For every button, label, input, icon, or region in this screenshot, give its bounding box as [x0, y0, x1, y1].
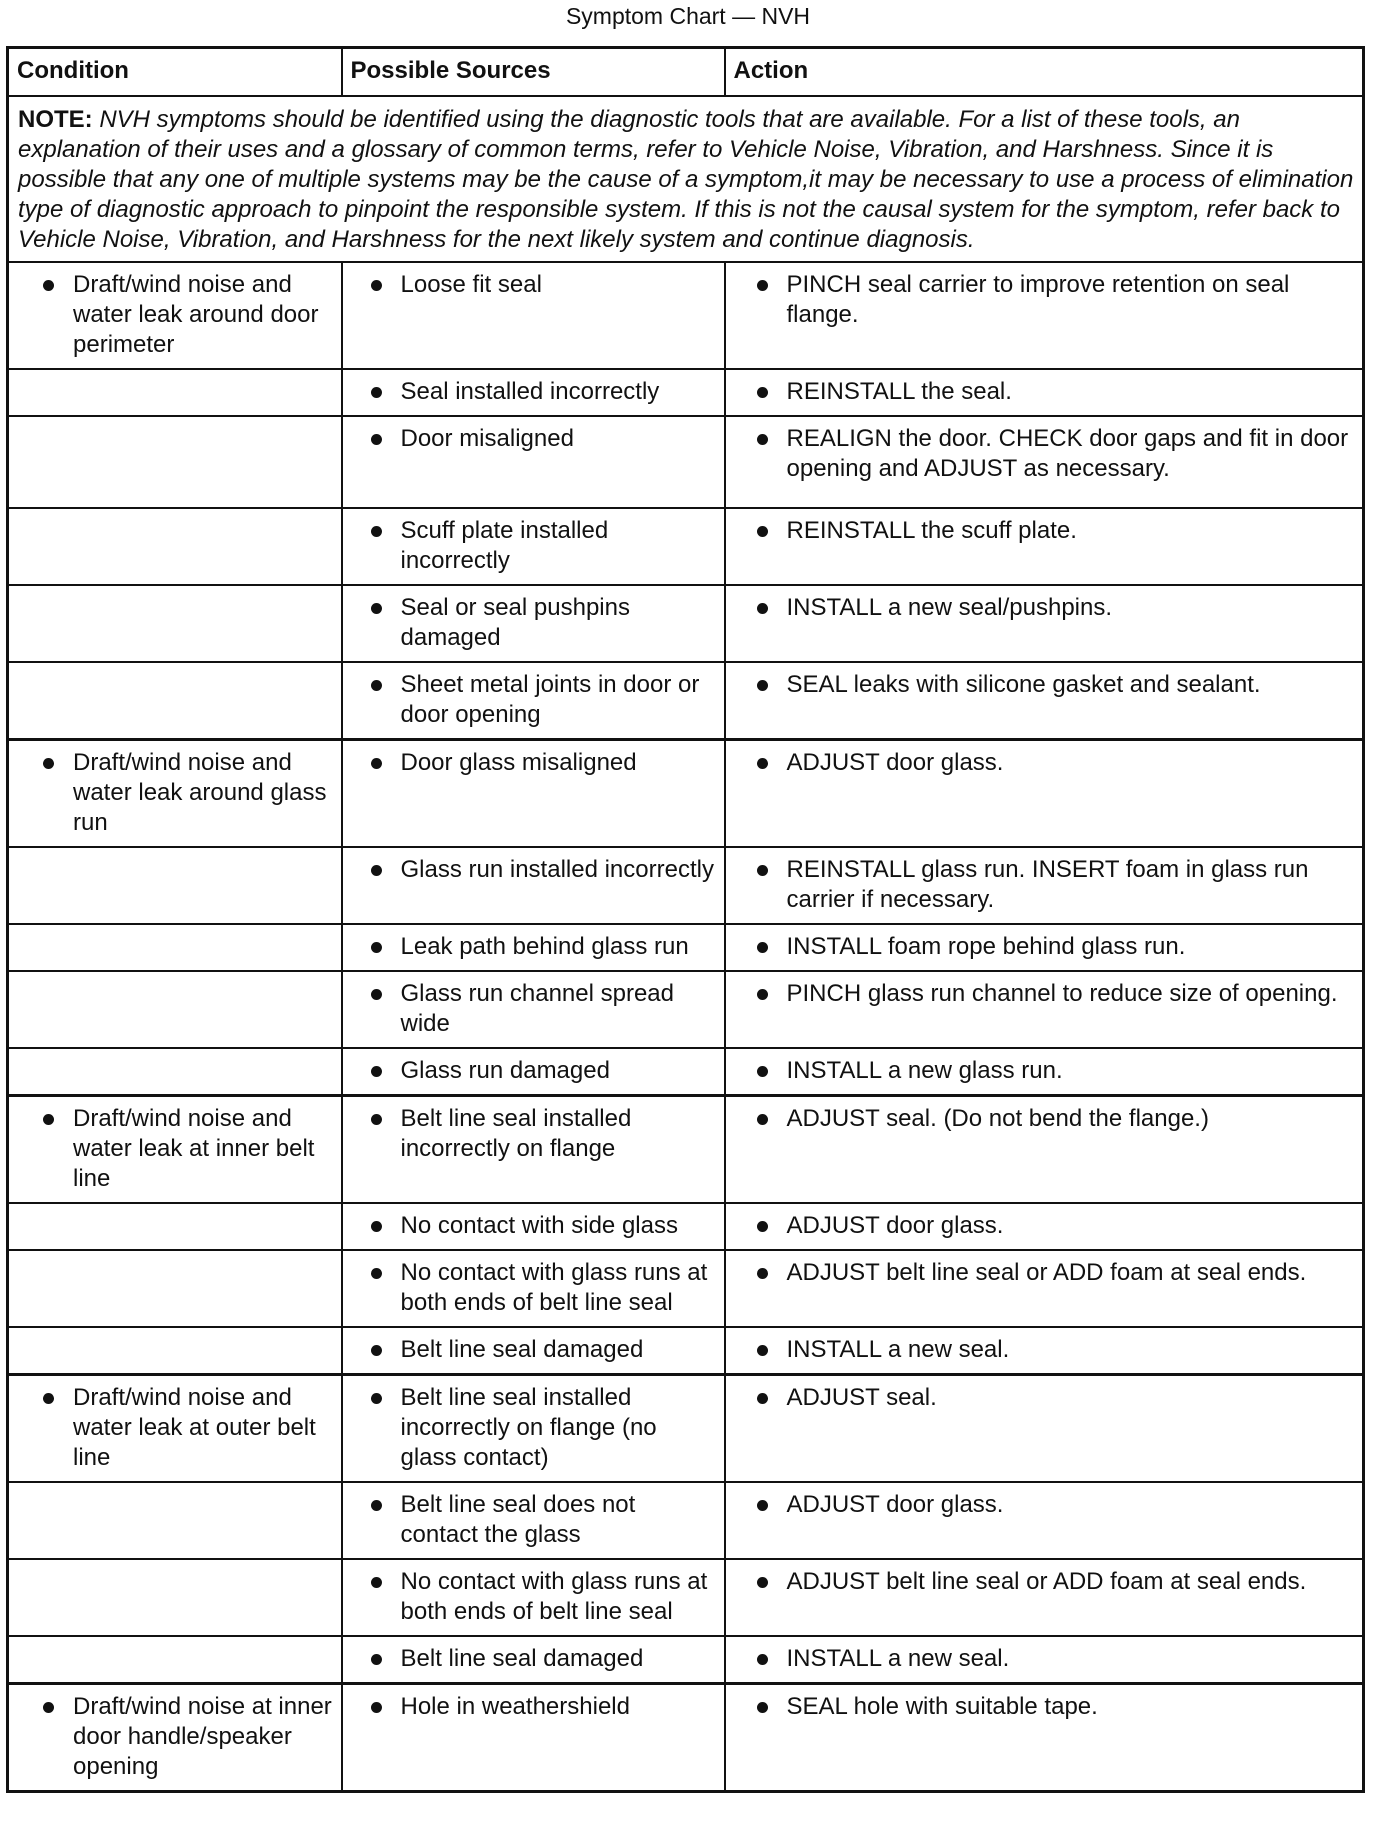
action-text: ADJUST door glass.: [786, 1212, 1004, 1239]
bullet-icon: [757, 989, 768, 1000]
source-text: Belt line seal installed incorrectly on flange (no glass contact): [400, 1384, 657, 1471]
bullet-icon: [757, 434, 768, 445]
action-text: PINCH seal carrier to improve retention on seal flange.: [786, 271, 1290, 328]
bullet-icon: [371, 526, 382, 537]
action-cell: [725, 662, 1364, 740]
note-text: NVH symptoms should be identified using the diagnostic tools that are available. For a list of these tools, an explanation of their uses and a glossary of common terms, refer to Vehicle Noise, Vibration, and Harshness. Since it is possible that any one of multiple systems may be the cause of a symptom,it may be necessary to use a process of elimination type of diagnostic approach to pinpoint the responsible system. If this is not the causal system for the symptom, refer back to Vehicle Noise, Vibration, and Harshness for the next likely system and continue diagnosis.: [18, 106, 1354, 253]
source-text: Belt line seal does not contact the glass: [400, 1491, 636, 1548]
action-item: [732, 516, 1357, 546]
condition-item: [15, 270, 335, 360]
bullet-icon: [757, 1702, 768, 1713]
table-row: [8, 1250, 1364, 1327]
source-cell: [342, 971, 725, 1048]
action-text: ADJUST door glass.: [786, 1491, 1004, 1518]
action-item: [732, 1211, 1357, 1241]
source-text: Glass run channel spread wide: [400, 980, 674, 1037]
source-cell: [342, 740, 725, 848]
source-item: [349, 1258, 718, 1318]
table-row: [8, 1559, 1364, 1636]
bullet-icon: [371, 603, 382, 614]
bullet-icon: [371, 387, 382, 398]
action-cell: [725, 1048, 1364, 1096]
table-row: [8, 585, 1364, 662]
condition-cell: [8, 1684, 342, 1792]
bullet-icon: [757, 526, 768, 537]
table-row: [8, 1375, 1364, 1483]
table-row: [8, 847, 1364, 924]
action-cell: [725, 847, 1364, 924]
action-text: INSTALL a new seal/pushpins.: [786, 594, 1113, 621]
source-text: No contact with glass runs at both ends of belt line seal: [400, 1568, 708, 1625]
bullet-icon: [757, 942, 768, 953]
condition-text: Draft/wind noise and water leak around glass run: [73, 749, 327, 836]
source-text: Door glass misaligned: [400, 749, 637, 776]
source-cell: [342, 1559, 725, 1636]
action-cell: [725, 1096, 1364, 1204]
bullet-icon: [757, 280, 768, 291]
source-cell: [342, 1482, 725, 1559]
note-label: NOTE:: [18, 106, 93, 133]
source-item: [349, 1383, 718, 1473]
table-row: [8, 416, 1364, 508]
bullet-icon: [757, 758, 768, 769]
source-cell: [342, 1636, 725, 1684]
source-cell: [342, 1327, 725, 1375]
condition-item: [15, 1383, 335, 1473]
source-cell: [342, 416, 725, 508]
action-cell: [725, 740, 1364, 848]
bullet-icon: [371, 1702, 382, 1713]
action-text: INSTALL a new seal.: [786, 1645, 1010, 1672]
source-item: [349, 855, 718, 885]
action-cell: [725, 1203, 1364, 1250]
source-cell: [342, 369, 725, 416]
symptom-chart-table: [6, 46, 1365, 1793]
bullet-icon: [757, 1114, 768, 1125]
source-text: Belt line seal damaged: [400, 1336, 644, 1363]
action-text: SEAL leaks with silicone gasket and sealant.: [786, 671, 1261, 698]
condition-text: Draft/wind noise and water leak at inner belt line: [73, 1105, 315, 1192]
source-item: [349, 1567, 718, 1627]
bullet-icon: [757, 1345, 768, 1356]
bullet-icon: [43, 1114, 54, 1125]
action-text: PINCH glass run channel to reduce size of opening.: [786, 980, 1338, 1007]
action-text: REINSTALL the seal.: [786, 378, 1012, 405]
bullet-icon: [371, 1577, 382, 1588]
source-item: [349, 593, 718, 653]
action-item: [732, 1335, 1357, 1365]
condition-cell: [8, 1482, 342, 1559]
action-cell: [725, 1327, 1364, 1375]
action-item: [732, 1490, 1357, 1520]
action-text: INSTALL a new glass run.: [786, 1057, 1063, 1084]
source-cell: [342, 262, 725, 369]
source-item: [349, 1211, 718, 1241]
source-cell: [342, 1375, 725, 1483]
table-row: [8, 662, 1364, 740]
action-item: [732, 1567, 1357, 1597]
source-cell: [342, 508, 725, 585]
action-text: REINSTALL glass run. INSERT foam in glass run carrier if necessary.: [786, 856, 1309, 913]
bullet-icon: [371, 434, 382, 445]
source-item: [349, 1056, 718, 1086]
action-cell: [725, 1684, 1364, 1792]
action-text: SEAL hole with suitable tape.: [786, 1693, 1098, 1720]
action-item: [732, 377, 1357, 407]
table-row: [8, 1636, 1364, 1684]
bullet-icon: [371, 942, 382, 953]
source-item: [349, 979, 718, 1039]
action-item: [732, 979, 1357, 1009]
source-text: Belt line seal installed incorrectly on flange: [400, 1105, 632, 1162]
condition-item: [15, 748, 335, 838]
bullet-icon: [371, 989, 382, 1000]
action-cell: [725, 924, 1364, 971]
condition-text: Draft/wind noise and water leak at outer belt line: [73, 1384, 316, 1471]
source-text: Door misaligned: [400, 425, 574, 452]
source-item: [349, 270, 718, 300]
condition-cell: [8, 971, 342, 1048]
bullet-icon: [371, 1221, 382, 1232]
table-row: [8, 1096, 1364, 1204]
bullet-icon: [757, 865, 768, 876]
action-item: [732, 1056, 1357, 1086]
action-cell: [725, 1559, 1364, 1636]
action-item: [732, 1383, 1357, 1413]
bullet-icon: [371, 1500, 382, 1511]
action-text: ADJUST belt line seal or ADD foam at seal ends.: [786, 1568, 1307, 1595]
bullet-icon: [371, 680, 382, 691]
action-item: [732, 270, 1357, 330]
bullet-icon: [757, 1268, 768, 1279]
source-cell: [342, 662, 725, 740]
source-item: [349, 670, 718, 730]
condition-cell: [8, 262, 342, 369]
source-cell: [342, 1203, 725, 1250]
note-cell: [8, 96, 1364, 262]
action-item: [732, 855, 1357, 915]
source-item: [349, 1335, 718, 1365]
source-item: [349, 1644, 718, 1674]
source-cell: [342, 585, 725, 662]
table-row: [8, 1482, 1364, 1559]
condition-cell: [8, 585, 342, 662]
condition-cell: [8, 847, 342, 924]
action-cell: [725, 971, 1364, 1048]
action-text: ADJUST belt line seal or ADD foam at seal ends.: [786, 1259, 1307, 1286]
header-row: [8, 48, 1364, 97]
table-row: [8, 1048, 1364, 1096]
table-row: [8, 1684, 1364, 1792]
source-cell: [342, 1048, 725, 1096]
condition-cell: [8, 1636, 342, 1684]
action-cell: [725, 1375, 1364, 1483]
action-cell: [725, 262, 1364, 369]
condition-cell: [8, 924, 342, 971]
action-cell: [725, 1250, 1364, 1327]
condition-cell: [8, 1048, 342, 1096]
action-item: [732, 1644, 1357, 1674]
action-cell: [725, 416, 1364, 508]
header-possible-sources: Possible Sources: [342, 48, 725, 97]
condition-text: Draft/wind noise at inner door handle/speaker opening: [73, 1693, 332, 1780]
source-item: [349, 516, 718, 576]
source-text: No contact with side glass: [400, 1212, 678, 1239]
condition-cell: [8, 662, 342, 740]
condition-cell: [8, 1250, 342, 1327]
table-row: [8, 508, 1364, 585]
table-row: [8, 971, 1364, 1048]
source-text: Hole in weathershield: [400, 1693, 630, 1720]
action-text: REINSTALL the scuff plate.: [786, 517, 1077, 544]
table-row: [8, 1203, 1364, 1250]
bullet-icon: [757, 1654, 768, 1665]
action-cell: [725, 1482, 1364, 1559]
condition-item: [15, 1692, 335, 1782]
action-item: [732, 1104, 1357, 1134]
table-row: [8, 262, 1364, 369]
action-item: [732, 1258, 1357, 1288]
action-item: [732, 932, 1357, 962]
source-text: No contact with glass runs at both ends of belt line seal: [400, 1259, 708, 1316]
source-text: Glass run damaged: [400, 1057, 610, 1084]
action-text: ADJUST seal. (Do not bend the flange.): [786, 1105, 1209, 1132]
source-cell: [342, 1684, 725, 1792]
source-item: [349, 1692, 718, 1722]
bullet-icon: [371, 865, 382, 876]
bullet-icon: [757, 680, 768, 691]
source-text: Sheet metal joints in door or door opening: [400, 671, 700, 728]
table-row: [8, 740, 1364, 848]
condition-cell: [8, 416, 342, 508]
condition-text: Draft/wind noise and water leak around door perimeter: [73, 271, 319, 358]
source-text: Glass run installed incorrectly: [400, 856, 714, 883]
action-cell: [725, 508, 1364, 585]
condition-item: [15, 1104, 335, 1194]
source-item: [349, 424, 718, 454]
source-text: Scuff plate installed incorrectly: [400, 517, 609, 574]
action-item: [732, 424, 1357, 484]
bullet-icon: [371, 1345, 382, 1356]
source-item: [349, 932, 718, 962]
source-cell: [342, 1096, 725, 1204]
source-item: [349, 1104, 718, 1164]
bullet-icon: [757, 1393, 768, 1404]
source-text: Belt line seal damaged: [400, 1645, 644, 1672]
action-cell: [725, 585, 1364, 662]
action-text: REALIGN the door. CHECK door gaps and fit in door opening and ADJUST as necessary.: [786, 425, 1349, 482]
source-text: Seal or seal pushpins damaged: [400, 594, 630, 651]
note-row: [8, 96, 1364, 262]
bullet-icon: [43, 1393, 54, 1404]
bullet-icon: [371, 1654, 382, 1665]
action-cell: [725, 369, 1364, 416]
bullet-icon: [757, 1500, 768, 1511]
table-row: [8, 924, 1364, 971]
bullet-icon: [371, 280, 382, 291]
action-text: INSTALL foam rope behind glass run.: [786, 933, 1186, 960]
source-cell: [342, 1250, 725, 1327]
source-text: Seal installed incorrectly: [400, 378, 660, 405]
source-cell: [342, 847, 725, 924]
bullet-icon: [757, 1066, 768, 1077]
bullet-icon: [371, 1066, 382, 1077]
action-text: ADJUST door glass.: [786, 749, 1004, 776]
condition-cell: [8, 740, 342, 848]
condition-cell: [8, 508, 342, 585]
table-row: [8, 369, 1364, 416]
bullet-icon: [43, 280, 54, 291]
action-item: [732, 593, 1357, 623]
source-text: Leak path behind glass run: [400, 933, 689, 960]
source-item: [349, 377, 718, 407]
action-cell: [725, 1636, 1364, 1684]
condition-cell: [8, 1203, 342, 1250]
page-title: Symptom Chart — NVH: [565, 3, 811, 29]
source-item: [349, 748, 718, 778]
bullet-icon: [757, 1221, 768, 1232]
header-condition: Condition: [8, 48, 342, 97]
table-row: [8, 1327, 1364, 1375]
bullet-icon: [757, 603, 768, 614]
condition-cell: [8, 1559, 342, 1636]
source-text: Loose fit seal: [400, 271, 542, 298]
bullet-icon: [371, 1393, 382, 1404]
bullet-icon: [757, 1577, 768, 1588]
bullet-icon: [371, 758, 382, 769]
condition-cell: [8, 1096, 342, 1204]
action-text: ADJUST seal.: [786, 1384, 937, 1411]
source-item: [349, 1490, 718, 1550]
action-item: [732, 670, 1357, 700]
condition-cell: [8, 1375, 342, 1483]
source-cell: [342, 924, 725, 971]
bullet-icon: [371, 1114, 382, 1125]
condition-cell: [8, 369, 342, 416]
header-action: Action: [725, 48, 1364, 97]
bullet-icon: [371, 1268, 382, 1279]
action-item: [732, 748, 1357, 778]
bullet-icon: [43, 1702, 54, 1713]
action-text: INSTALL a new seal.: [786, 1336, 1010, 1363]
condition-cell: [8, 1327, 342, 1375]
action-item: [732, 1692, 1357, 1722]
bullet-icon: [43, 758, 54, 769]
bullet-icon: [757, 387, 768, 398]
